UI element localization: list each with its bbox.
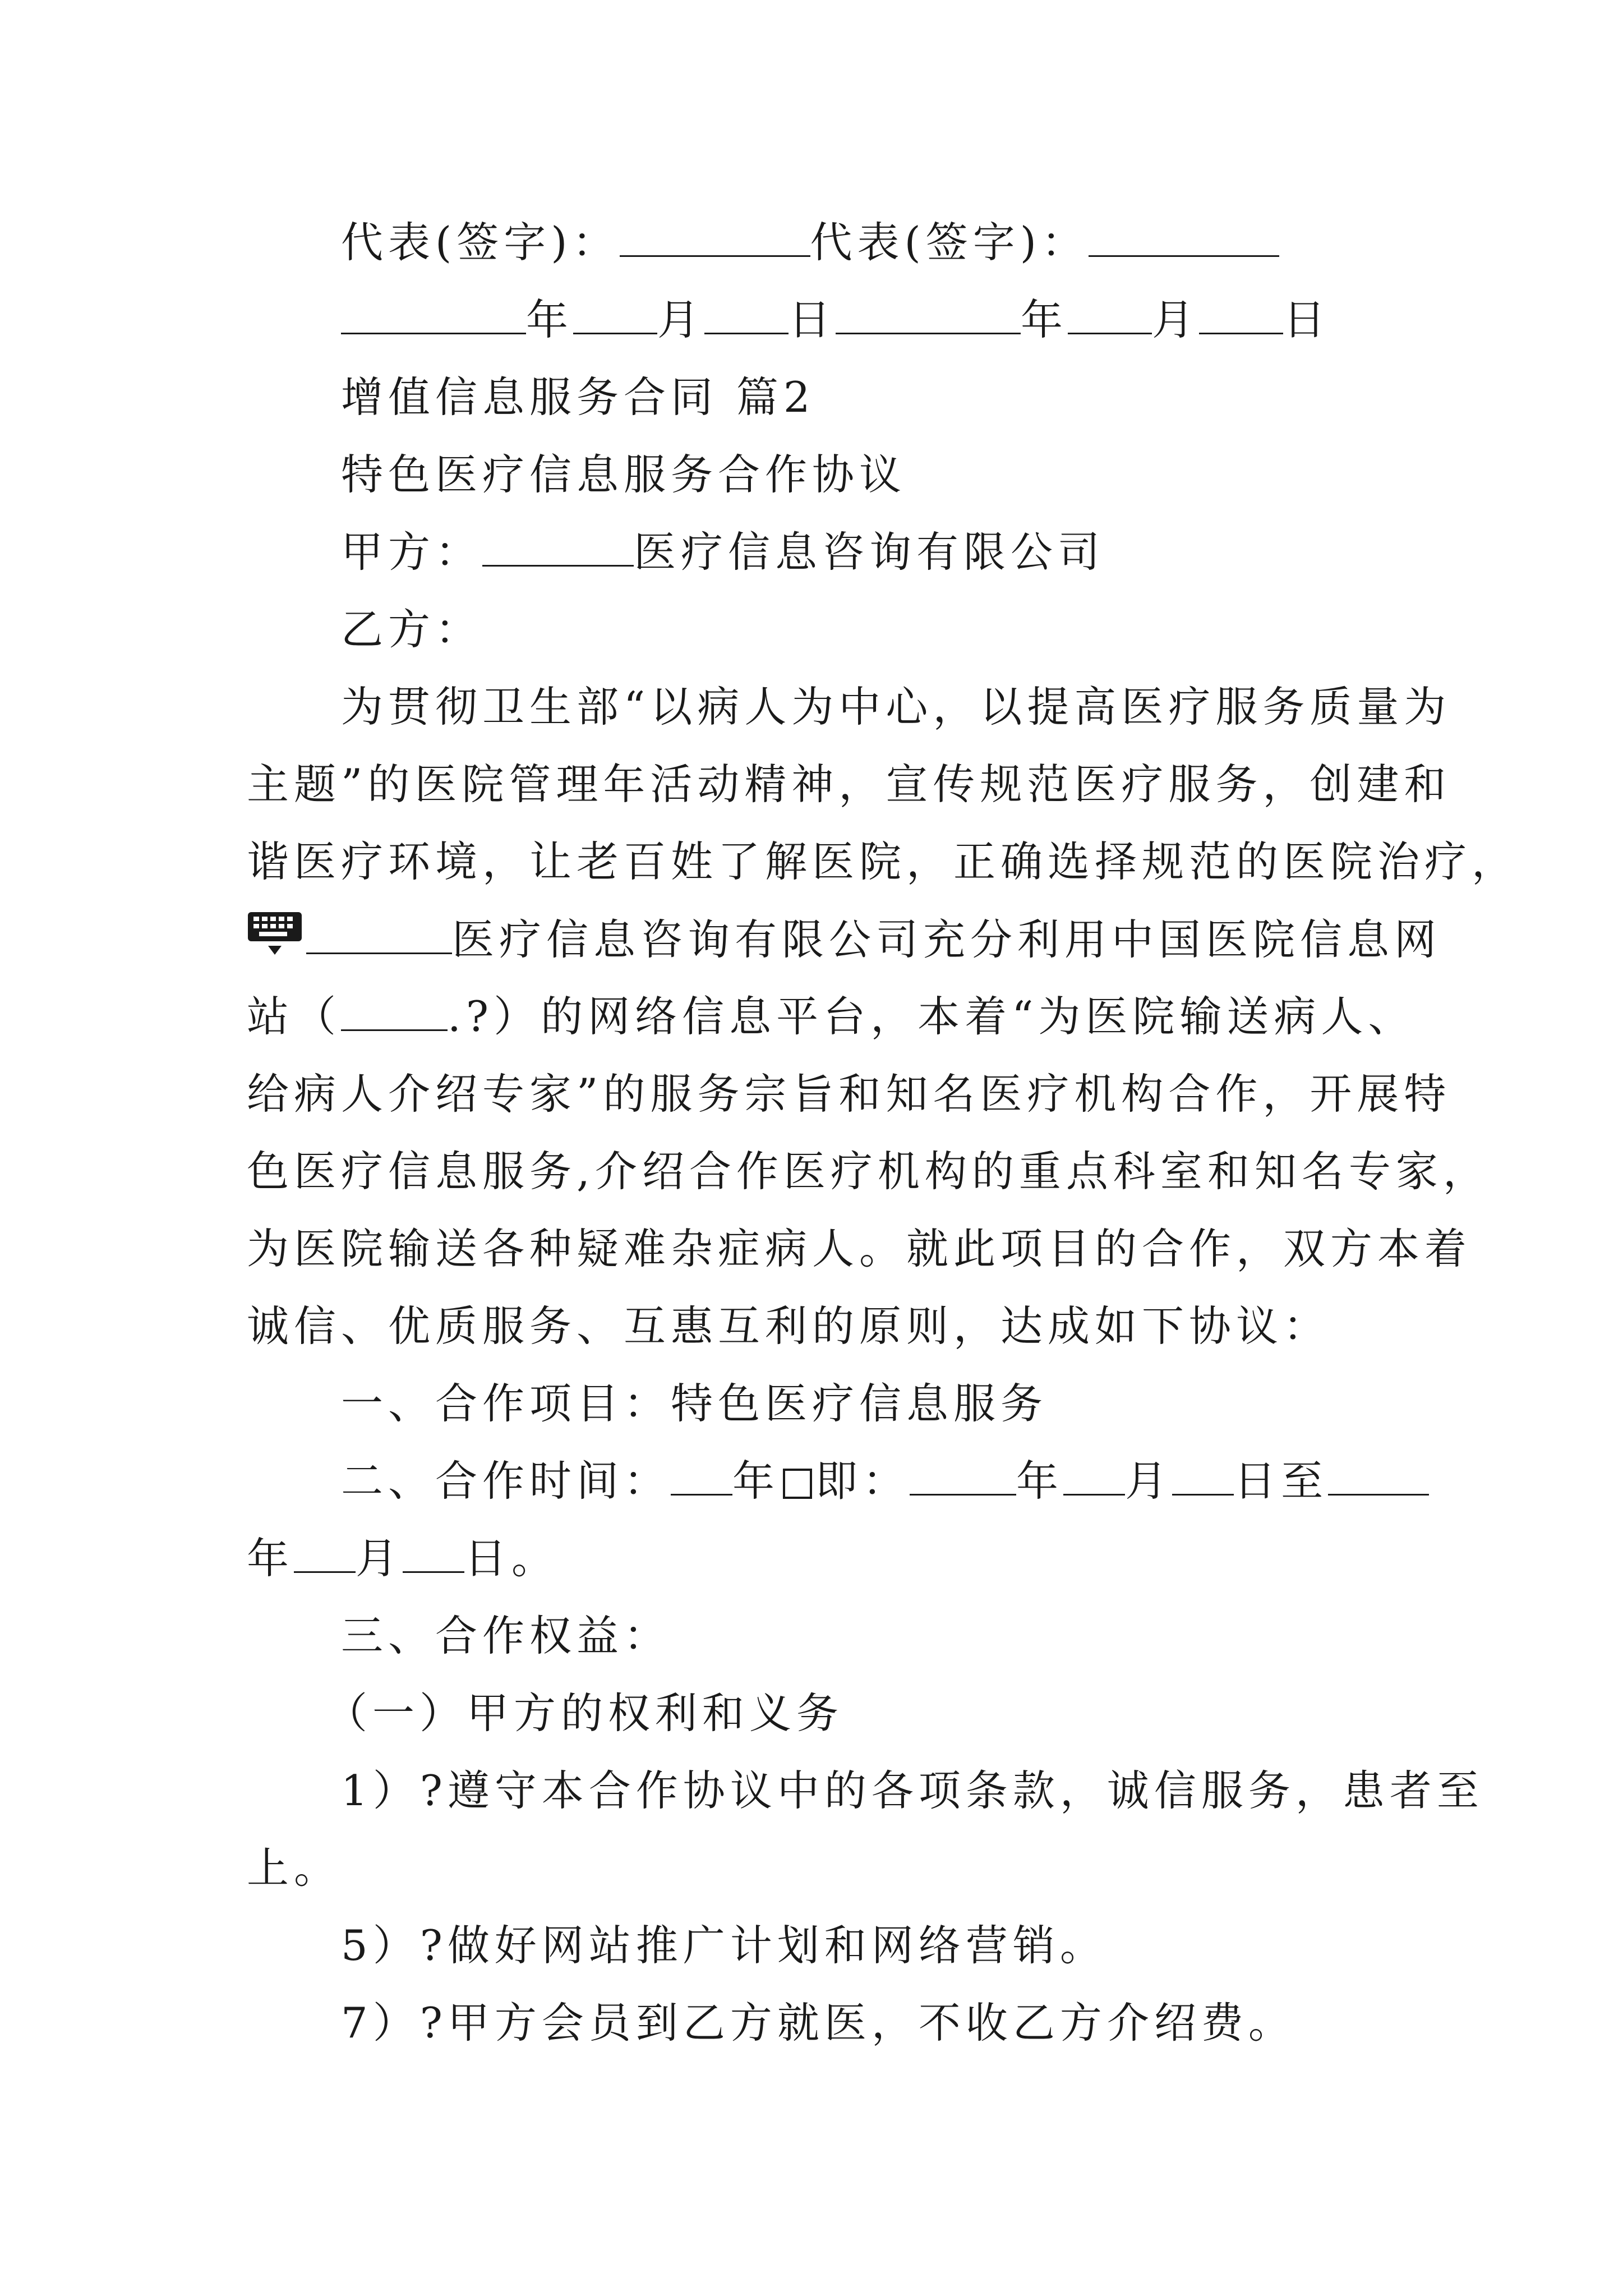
- clause-item: [341, 1453, 1485, 1509]
- representative-sign-label-b: 代表(签字)：: [810, 218, 1089, 267]
- paragraph-line: 主题”的医院管理年活动精神，宣传规范医疗服务，创建和: [247, 760, 1451, 809]
- time-blank: [671, 1460, 732, 1496]
- time-blank: [1063, 1460, 1125, 1496]
- signature-line: [341, 214, 1485, 270]
- clause-text: 日至: [1234, 1456, 1329, 1506]
- subsection-title: （一）甲方的权利和义务: [325, 1688, 844, 1738]
- paragraph-text: 医疗信息咨询有限公司充分利用中国医院信息网: [452, 915, 1442, 964]
- paragraph-line: 为医院输送各种疑难杂症病人。就此项目的合作，双方本着: [247, 1224, 1472, 1273]
- clause-text: 年: [732, 1456, 780, 1506]
- date-unit: 年: [526, 295, 574, 344]
- clause-text: 二、合作时间：: [341, 1456, 671, 1506]
- date-blank: [836, 299, 1021, 334]
- clause-text: 月: [1125, 1456, 1173, 1506]
- clause-item: 5）?做好网站推广计划和网络营销。: [341, 1921, 1107, 1970]
- paragraph-line: [247, 911, 1442, 972]
- paragraph-text: .?）的网络信息平台，本着“为医院输送病人、: [448, 992, 1415, 1041]
- date-unit: 日: [789, 295, 836, 344]
- time-blank: [403, 1538, 464, 1573]
- paragraph-line: 给病人介绍专家”的服务宗旨和知名医疗机构合作，开展特: [247, 1069, 1451, 1119]
- clause-text: 日。: [464, 1534, 559, 1583]
- time-blank: [1328, 1460, 1429, 1496]
- signature-blank-b: [1089, 222, 1279, 257]
- time-blank: [294, 1538, 356, 1573]
- clause-item: 7）?甲方会员到乙方就医，不收乙方介绍费。: [341, 1998, 1295, 2047]
- representative-sign-label-a: 代表(签字)：: [341, 218, 620, 267]
- agreement-title: 特色医疗信息服务合作协议: [341, 450, 907, 499]
- paragraph-line: [247, 988, 1415, 1045]
- date-unit: 月: [657, 295, 705, 344]
- date-line: [341, 292, 1485, 348]
- paragraph-line: 为贯彻卫生部“以病人为中心，以提高医疗服务质量为: [341, 682, 1451, 731]
- date-unit: 年: [1021, 295, 1068, 344]
- date-blank: [1199, 299, 1283, 334]
- clause-item: 1）?遵守本合作协议中的各项条款，诚信服务，患者至: [341, 1766, 1484, 1815]
- clause-item: 上。: [247, 1843, 342, 1893]
- date-blank: [573, 299, 657, 334]
- company-name-blank: [306, 919, 452, 954]
- party-a-name: 医疗信息咨询有限公司: [634, 527, 1105, 577]
- paragraph-text: 站（: [247, 992, 342, 1041]
- party-a-label: 甲方：: [341, 527, 483, 577]
- clause-item: [247, 1530, 1391, 1586]
- clause-item: 一、合作项目：特色医疗信息服务: [341, 1379, 1048, 1428]
- paragraph-line: 谐医疗环境，让老百姓了解医院，正确选择规范的医院治疗，: [247, 837, 1519, 886]
- section-title: 增值信息服务合同 篇2: [341, 372, 815, 422]
- time-blank: [1172, 1460, 1234, 1496]
- paragraph-line: 色医疗信息服务,介绍合作医疗机构的重点科室和知名专家，: [247, 1147, 1490, 1196]
- checkbox-square: [783, 1469, 812, 1499]
- date-blank: [1068, 299, 1152, 334]
- date-unit: 月: [1152, 295, 1200, 344]
- date-unit: 日: [1283, 295, 1331, 344]
- party-a-line: [341, 524, 1485, 580]
- clause-text: 即：: [815, 1456, 910, 1506]
- date-blank: [704, 299, 789, 334]
- clause-text: 月: [356, 1534, 403, 1583]
- website-blank: [341, 996, 448, 1031]
- paragraph-line: 诚信、优质服务、互惠互利的原则，达成如下协议：: [247, 1301, 1331, 1351]
- clause-text: 年: [1016, 1456, 1064, 1506]
- clause-text: 年: [247, 1534, 294, 1583]
- keyboard-icon[interactable]: [247, 911, 303, 972]
- party-b-line: 乙方：: [341, 605, 483, 654]
- signature-blank-a: [620, 222, 810, 257]
- time-blank: [910, 1460, 1016, 1496]
- party-a-blank: [482, 531, 634, 567]
- date-blank: [341, 299, 526, 334]
- clause-item: 三、合作权益：: [341, 1611, 671, 1660]
